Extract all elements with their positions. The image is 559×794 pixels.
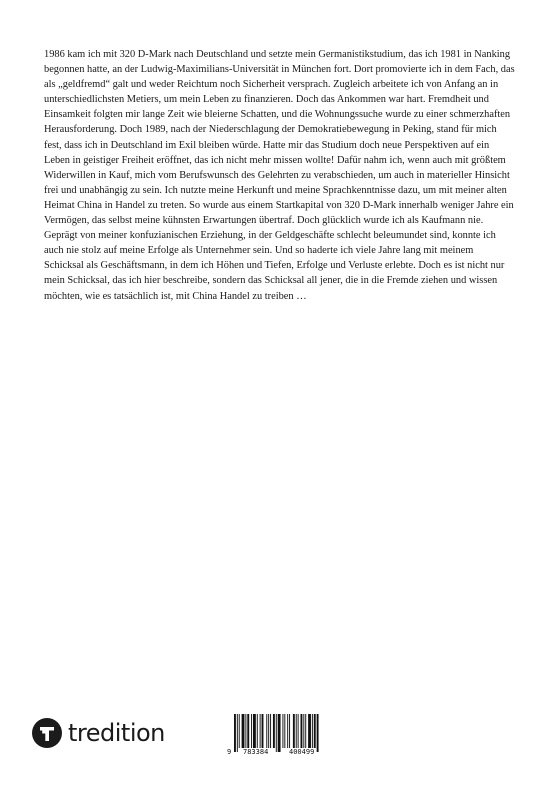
barcode-bar — [268, 714, 269, 748]
barcode-right-group: 400499 — [289, 748, 315, 756]
barcode-bar — [273, 714, 275, 748]
barcode-bar — [289, 714, 290, 748]
barcode-bar — [266, 714, 267, 748]
barcode-bar — [242, 714, 245, 748]
barcode-bar — [317, 714, 319, 752]
barcode-bar — [314, 714, 316, 748]
barcode-bar — [293, 714, 295, 748]
publisher-name: tredition — [68, 719, 165, 747]
back-cover-blurb: 1986 kam ich mit 320 D-Mark nach Deutschland und setzte mein Germanistikstudium, das ich 1981 in Nanking begonnen hatte, an der Ludwig-Maximilians-Universität in München fort. Dort promovierte ich in dem Fach, das als „geldfremd“ galt und weder Reichtum noch Sicherheit versprach. Zugleich arbeitete ich von Anfang an in unterschiedlichsten Metiers, um mein Leben zu finanzieren. Doch das Ankommen war hart. Fremdheit und Einsamkeit folgten mir lange Zeit wie bleierne Schatten, und die Wohnungssuche wurde zu einer schmerzhaften Herausforderung. Doch 1989, nach der Niederschlagung der Demokratiebewegung in Peking, stand für mich fest, dass ich in Deutschland im Exil bleiben würde. Hatte mir das Studium doch neue Perspektiven auf ein Leben in geistiger Freiheit eröffnet, das ich nicht mehr missen wollte! Dafür nahm ich, wenn auch mit größtem Widerwillen in Kauf, mich vom Berufswunsch des Gelehrten zu verabschieden, um auch in materieller Hinsicht frei und unabhängig zu sein. Ich nutzte meine Herkunft und meine Sprachkenntnisse dazu, um mit meiner alten Heimat China in Handel zu treten. So wurde aus einem Startkapital von 320 D-Mark innerhalb weniger Jahre ein Vermögen, das selbst meine kühnsten Erwartungen übertraf. Doch glücklich wurde ich als Kaufmann nie. Geprägt von meiner konfuzianischen Erziehung, in der Geldgeschäfte schlecht beleumundet sind, konnte ich auch nie stolz auf meine Erfolge als Unternehmer sein. Und so haderte ich viele Jahre lang mit meinem Schicksal als Geschäftsmann, in dem ich Höhen und Tiefen, Erfolge und Verluste erlebte. Doch es ist nicht nur mein Schicksal, das ich hier beschreibe, sondern das Schicksal all jener, die in die Fremde ziehen und wissen möchten, wie es tatsächlich ist, mit China Handel zu treiben … — [44, 49, 515, 302]
barcode-bar — [253, 714, 256, 748]
barcode-bar — [312, 714, 313, 748]
barcode-bar — [298, 714, 299, 748]
barcode-bar — [282, 714, 283, 748]
barcode-bar — [278, 714, 281, 752]
barcode-left-group: 783384 — [243, 748, 269, 756]
barcode-bar — [251, 714, 252, 748]
barcode-bar — [257, 714, 258, 748]
barcode-bar — [308, 714, 311, 748]
barcode-first-digit: 9 — [227, 748, 232, 756]
barcode-bar — [296, 714, 297, 748]
barcode-bar — [237, 714, 238, 752]
barcode-bar — [287, 714, 288, 748]
barcode-bar — [245, 714, 246, 748]
barcode-bar — [234, 714, 236, 752]
barcode-bar — [247, 714, 249, 748]
barcode-bar — [239, 714, 240, 748]
barcode-digits — [226, 748, 338, 758]
isbn-barcode — [226, 714, 338, 758]
tredition-logo-icon — [32, 718, 62, 748]
barcode-bar — [276, 714, 277, 752]
barcode-bar — [262, 714, 264, 748]
publisher-logo — [32, 716, 165, 750]
barcode-bar — [305, 714, 306, 748]
barcode-bar — [284, 714, 285, 748]
barcode-bar — [303, 714, 304, 748]
barcode-bar — [270, 714, 271, 748]
barcode-bar — [301, 714, 303, 748]
barcode-bar — [260, 714, 261, 748]
